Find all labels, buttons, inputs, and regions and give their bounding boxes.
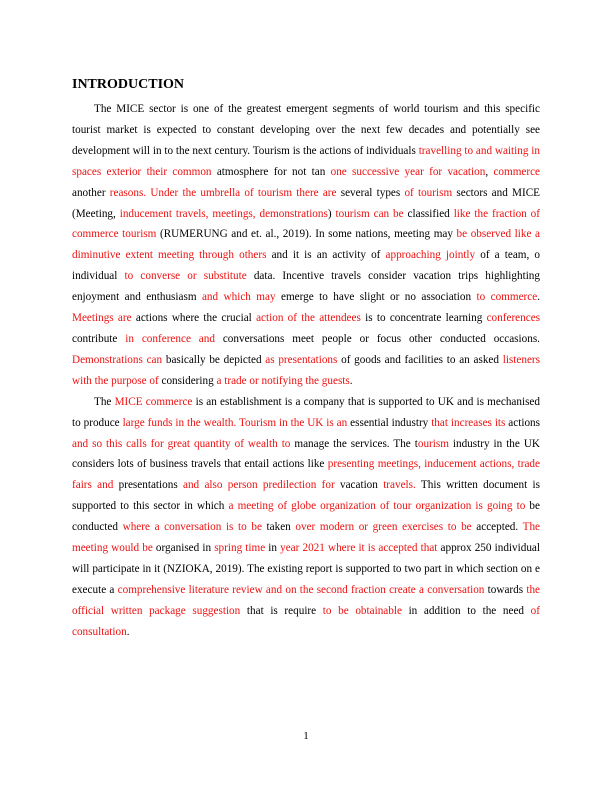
highlighted-text-run: inducement travels, meetings, demonstrations xyxy=(119,207,328,220)
highlighted-text-run: approaching jointly xyxy=(385,249,476,262)
text-run: approx 250 individual will participate in it (NZIOKA, 2019). The existing report is supported to two part in which section on e execute a xyxy=(72,542,540,596)
section-heading: INTRODUCTION xyxy=(72,77,185,92)
text-run: atmosphere for not tan xyxy=(211,165,331,178)
text-run: accepted. xyxy=(471,521,523,534)
text-run: essential industry xyxy=(347,416,432,429)
text-run: data. Incentive travels consider vacation trips highlighting enjoyment and enthusiasm xyxy=(72,270,540,304)
text-run: . xyxy=(349,374,353,387)
highlighted-text-run: over modern or green exercises to be xyxy=(295,521,472,534)
text-run: (RUMERUNG and et. al., 2019). In some nations, meeting may xyxy=(156,228,457,241)
highlighted-text-run: to commerce xyxy=(476,291,538,304)
highlighted-text-run: travelling to and waiting in spaces exterior their common xyxy=(72,144,540,178)
highlighted-text-run: commerce xyxy=(493,165,541,178)
highlighted-text-run: to be obtainable xyxy=(322,604,402,617)
highlighted-text-run: in conference and xyxy=(125,332,215,345)
text-run: organised in xyxy=(152,542,215,555)
text-run: . xyxy=(537,291,540,304)
text-run: of goods and facilities to an asked xyxy=(337,353,503,366)
text-run: vacation xyxy=(334,479,384,492)
highlighted-text-run: as presentations xyxy=(265,353,338,366)
highlighted-text-run: The meeting would be xyxy=(72,521,541,555)
text-run: industry in the UK considers lots of business travels that entail actions like xyxy=(72,437,540,471)
highlighted-text-run: a trade or notifying the guests xyxy=(216,374,350,387)
text-run: in xyxy=(265,542,281,555)
text-run: be conducted xyxy=(72,500,540,534)
text-run: emerge to have slight or no association xyxy=(275,291,477,304)
highlighted-text-run: that increases its xyxy=(431,416,506,429)
paragraph xyxy=(72,99,540,392)
highlighted-text-run: Demonstrations can xyxy=(72,353,163,366)
highlighted-text-run: be observed like a diminutive extent meeting through others xyxy=(72,228,541,262)
body-text xyxy=(72,99,540,643)
text-run: taken xyxy=(261,521,296,534)
highlighted-text-run: large funds in the wealth. Tourism in the UK is an xyxy=(122,416,348,429)
text-run: classified xyxy=(403,207,454,220)
highlighted-text-run: of tourism xyxy=(404,186,453,199)
highlighted-text-run: ourism xyxy=(417,437,449,450)
highlighted-text-run: the official written package suggestion xyxy=(72,583,541,617)
highlighted-text-run: where a conversation is to be xyxy=(122,521,262,534)
text-run: sectors and MICE (Meeting, xyxy=(72,186,540,220)
text-run: The xyxy=(94,395,115,408)
highlighted-text-run: reasons. Under the umbrella of tourism there are xyxy=(109,186,337,199)
highlighted-text-run: action of the attendees xyxy=(256,312,361,325)
text-run: actions where the crucial xyxy=(131,312,257,325)
text-run: This written document is supported to this sector in which xyxy=(72,479,540,513)
text-run: conversations meet people or focus other conducted occasions. xyxy=(214,332,540,345)
highlighted-text-run: presenting meetings, inducement actions, trade fairs and xyxy=(72,458,540,492)
text-run: The MICE sector is one of the greatest emergent segments of world tourism and this specific tourist market is expected to constant developing over the next few decades and potentially see development will in to the next century. Tourism is the actions of individuals xyxy=(72,103,540,157)
highlighted-text-run: and also person predilection for xyxy=(182,479,335,492)
highlighted-text-run: and so this calls for great quantity of wealth to xyxy=(72,437,291,450)
highlighted-text-run: spring time xyxy=(214,542,266,555)
text-run: ) xyxy=(327,207,336,220)
text-run: basically be depicted xyxy=(162,353,266,366)
highlighted-text-run: of consultation xyxy=(72,604,540,638)
paragraph xyxy=(72,392,540,643)
text-run: and it is an activity of xyxy=(266,249,386,262)
highlighted-text-run: tourism can be xyxy=(335,207,404,220)
highlighted-text-run: conferences xyxy=(486,312,541,325)
highlighted-text-run: to converse or substitute xyxy=(124,270,247,283)
highlighted-text-run: and which may xyxy=(201,291,276,304)
highlighted-text-run: Meetings are xyxy=(72,312,132,325)
text-run: that is require xyxy=(240,604,323,617)
text-run: towards xyxy=(484,583,527,596)
highlighted-text-run: a meeting of globe organization of tour organization is going to xyxy=(228,500,526,513)
highlighted-text-run: like the fraction of commerce tourism xyxy=(72,207,541,241)
text-run: in addition to the need xyxy=(401,604,531,617)
highlighted-text-run: one successive year for vacation xyxy=(330,165,486,178)
text-run: is an establishment is a company that is supported to UK and is mechanised to produce xyxy=(72,395,540,429)
highlighted-text-run: travels. xyxy=(383,479,416,492)
text-run: considering xyxy=(158,374,217,387)
highlighted-text-run: comprehensive literature review and on the second fraction create a conversation xyxy=(117,583,485,596)
highlighted-text-run: MICE commerce xyxy=(114,395,193,408)
text-run: . xyxy=(126,625,130,638)
text-run: of a team, o individual xyxy=(72,249,541,283)
text-run: contribute xyxy=(72,332,126,345)
text-run: presentations xyxy=(113,479,183,492)
text-run: manage the services. The t xyxy=(290,437,418,450)
text-run: is to concentrate learning xyxy=(360,312,487,325)
text-run: another xyxy=(72,186,110,199)
page-number: 1 xyxy=(303,730,309,742)
text-run: actions xyxy=(505,416,540,429)
text-run: , xyxy=(485,165,494,178)
highlighted-text-run: year 2021 where it is accepted that xyxy=(280,542,438,555)
highlighted-text-run: listeners with the purpose of xyxy=(72,353,541,387)
text-run: several types xyxy=(336,186,405,199)
